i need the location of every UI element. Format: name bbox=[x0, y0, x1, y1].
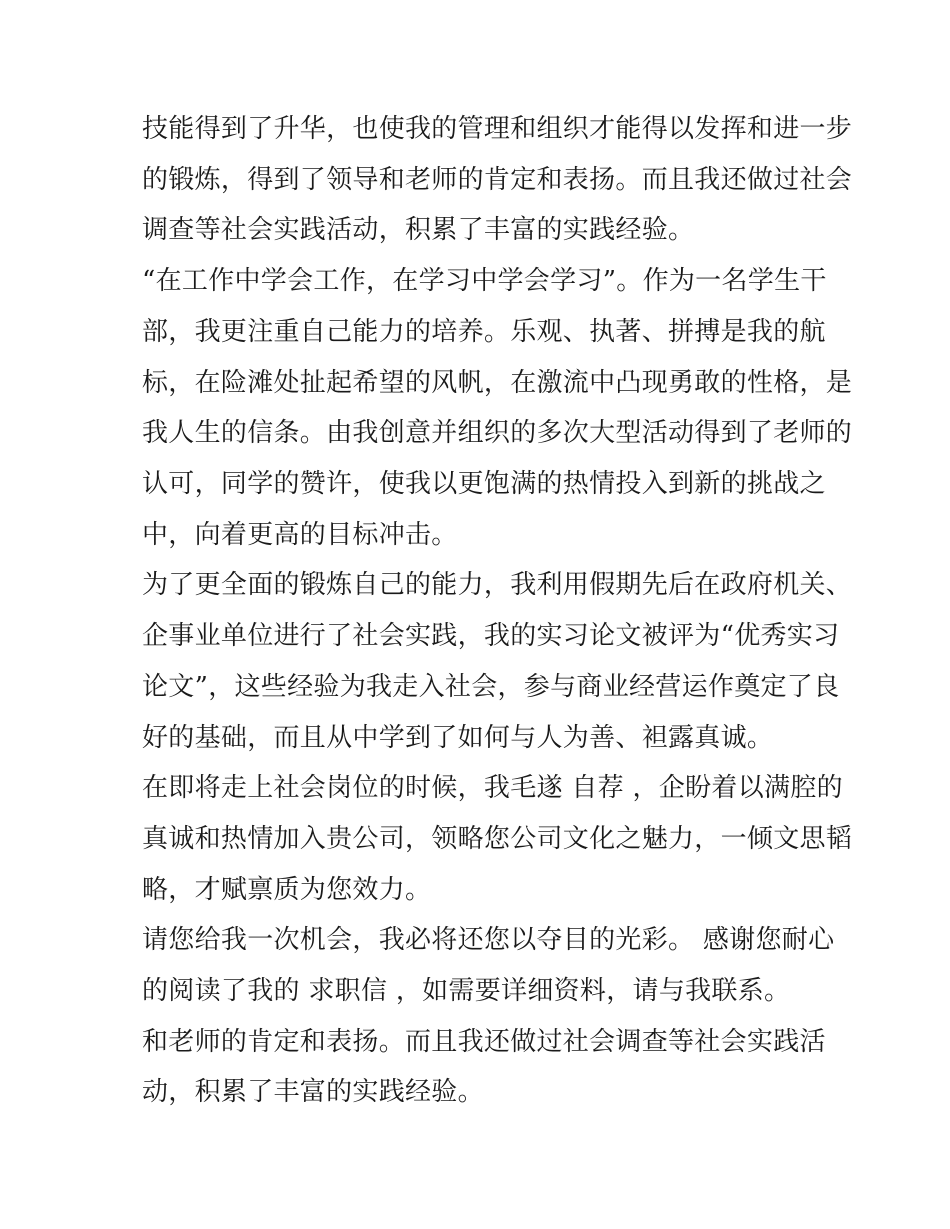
text-line: 我人生的信条。由我创意并组织的多次大型活动得到了老师的 bbox=[142, 418, 853, 448]
text-line: 部，我更注重自己能力的培养。乐观、执著、拼搏是我的航 bbox=[142, 317, 826, 347]
text-line: 在即将走上社会岗位的时候，我毛遂 自荐 ，企盼着以满腔的 bbox=[142, 773, 843, 803]
text-line: 技能得到了升华，也使我的管理和组织才能得以发挥和进一步 bbox=[142, 114, 853, 144]
text-line: 企事业单位进行了社会实践，我的实习论文被评为“优秀实习 bbox=[142, 621, 840, 651]
text-line: 为了更全面的锻炼自己的能力，我利用假期先后在政府机关、 bbox=[142, 570, 853, 600]
text-line: 真诚和热情加入贵公司，领略您公司文化之魅力，一倾文思韬 bbox=[142, 824, 853, 854]
text-line: 请您给我一次机会，我必将还您以夺目的光彩。 感谢您耐心 bbox=[142, 925, 835, 955]
text-line: 动，积累了丰富的实践经验。 bbox=[142, 1077, 484, 1107]
text-line: 论文”，这些经验为我走入社会，参与商业经营运作奠定了良 bbox=[142, 672, 840, 702]
text-line: 的锻炼，得到了领导和老师的肯定和表扬。而且我还做过社会 bbox=[142, 165, 853, 195]
text-line: 和老师的肯定和表扬。而且我还做过社会调查等社会实践活 bbox=[142, 1027, 826, 1057]
text-line: 认可，同学的赞许，使我以更饱满的热情投入到新的挑战之 bbox=[142, 469, 826, 499]
text-line: 调查等社会实践活动，积累了丰富的实践经验。 bbox=[142, 215, 695, 245]
text-line: “在工作中学会工作，在学习中学会学习”。作为一名学生干 bbox=[142, 266, 827, 296]
text-line: 的阅读了我的 求职信 ，如需要详细资料，请与我联系。 bbox=[142, 976, 791, 1006]
text-line: 中，向着更高的目标冲击。 bbox=[142, 520, 458, 550]
text-line: 好的基础，而且从中学到了如何与人为善、袒露真诚。 bbox=[142, 723, 774, 753]
text-line: 略，才赋禀质为您效力。 bbox=[142, 875, 432, 905]
text-line: 标，在险滩处扯起希望的风帆，在激流中凸现勇敢的性格，是 bbox=[142, 368, 853, 398]
